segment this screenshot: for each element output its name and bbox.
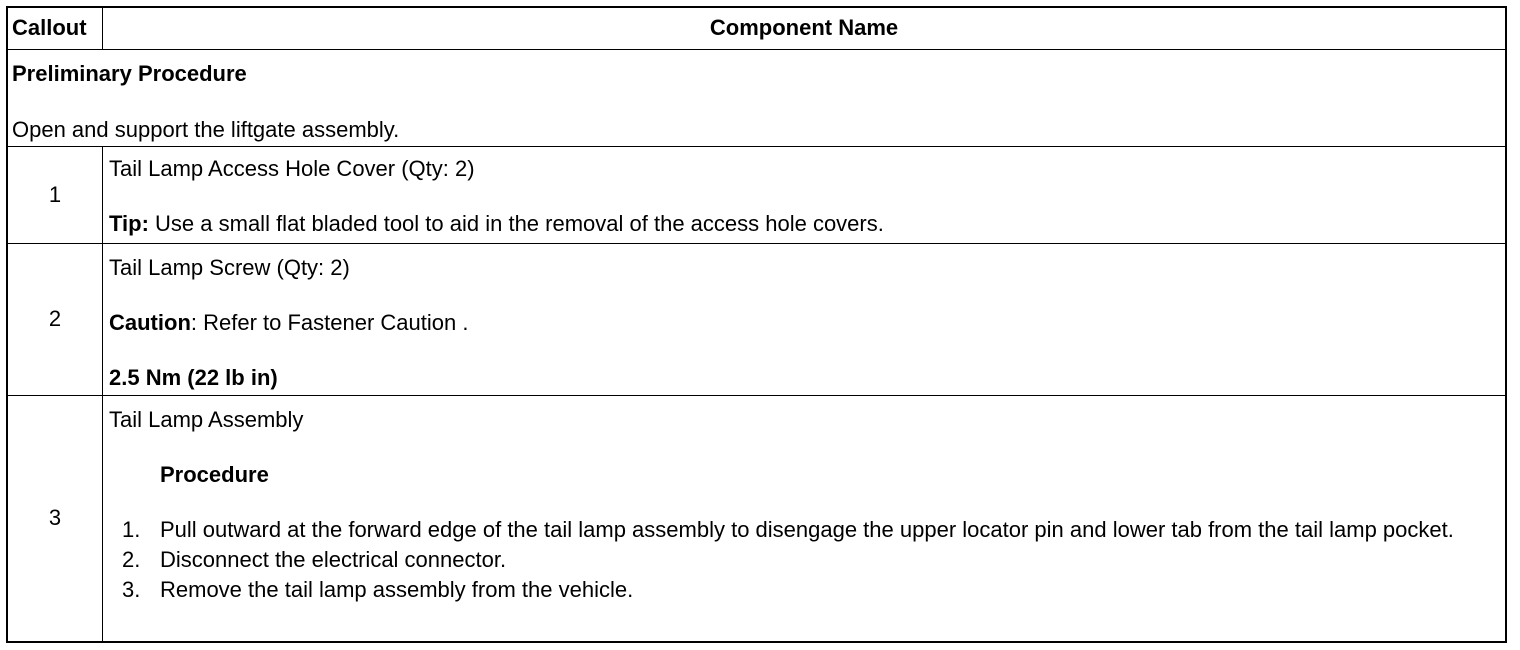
step-text: Disconnect the electrical connector. [160, 547, 507, 572]
step-text: Pull outward at the forward edge of the tail lamp assembly to disengage the upper locator pin and lower tab from the tail lamp pocket. [160, 517, 1454, 542]
tip-text: Use a small flat bladed tool to aid in the removal of the access hole covers. [148, 211, 884, 236]
component-name-header: Component Name [709, 15, 899, 41]
component-name: Tail Lamp Screw (Qty: 2) [109, 255, 350, 280]
caution-label: Caution [109, 310, 191, 335]
procedure-table [6, 6, 1507, 643]
preliminary-procedure-title: Preliminary Procedure [12, 61, 247, 86]
step-number: 3. [122, 577, 141, 602]
preliminary-procedure-text: Open and support the liftgate assembly. [12, 117, 400, 142]
callout-cell: 2 [8, 244, 103, 395]
preliminary-procedure-row [8, 50, 1505, 147]
tip-label: Tip: [109, 211, 149, 236]
component-cell [103, 147, 1505, 243]
table-row [8, 147, 1505, 244]
procedure-step [109, 515, 1485, 545]
component-name: Tail Lamp Access Hole Cover (Qty: 2) [109, 156, 475, 181]
component-cell [103, 396, 1505, 641]
torque-spec: 2.5 Nm (22 lb in) [109, 365, 278, 390]
procedure-step [109, 575, 1485, 605]
table-row [8, 396, 1505, 641]
procedure-title: Procedure [160, 462, 269, 487]
step-number: 2. [122, 547, 141, 572]
caution-note [109, 310, 468, 336]
callout-cell: 3 [8, 396, 103, 641]
procedure-step [109, 545, 1485, 575]
step-text: Remove the tail lamp assembly from the vehicle. [160, 577, 634, 602]
component-cell [103, 244, 1505, 395]
component-name: Tail Lamp Assembly [109, 407, 304, 432]
callout-cell: 1 [8, 147, 103, 243]
table-row [8, 244, 1505, 396]
callout-header: Callout [8, 8, 103, 49]
tip-note [109, 211, 884, 237]
procedure-steps [109, 515, 1485, 605]
step-number: 1. [122, 517, 141, 542]
table-header-row [8, 8, 1505, 50]
caution-text: : Refer to Fastener Caution . [190, 310, 469, 335]
